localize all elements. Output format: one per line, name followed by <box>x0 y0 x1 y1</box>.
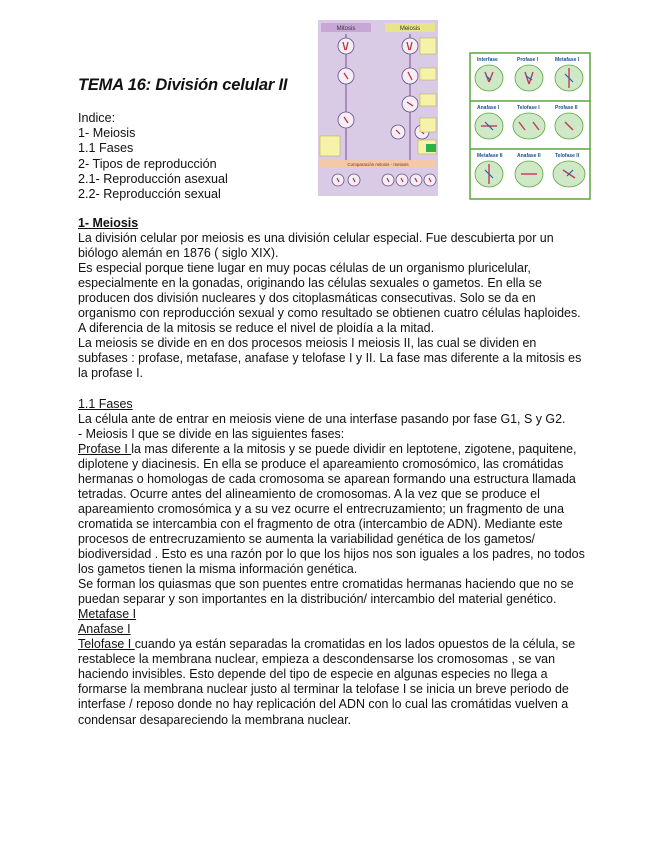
phase-label: Anafase I <box>477 105 500 111</box>
term-telofase: Telofase I <box>78 637 135 652</box>
index-item: 2.1- Reproducción asexual <box>78 171 228 186</box>
paragraph-telofase <box>78 637 586 727</box>
index-item: 2- Tipos de reproducción <box>78 156 217 171</box>
meiosis-phases-diagram <box>469 52 591 200</box>
phase-label: Anafase II <box>517 153 541 159</box>
section-heading-fases: 1.1 Fases <box>78 396 133 411</box>
index-heading: Indice: <box>78 111 116 125</box>
section-heading-meiosis: 1- Meiosis <box>78 216 139 230</box>
index-list <box>78 111 228 202</box>
paragraph: La división celular por meiosis es una división celular especial. Fue descubierta por un biólogo alemán en 1876 ( siglo XIX). <box>78 231 554 261</box>
diagram-col-right: Meiosis <box>399 26 421 32</box>
telofase-text: cuando ya están separadas la cromatidas en los lados opuestos de la célula, se restablece la membrana nuclear, empieza a descondensarse los cromosomas , se van haciendo invisibles. Esto depende del tipo de especie en algunas especies no llega a formarse la membrana nuclear justo al terminar la telofase I se inicia un breve periodo de interfase / reposo donde no hay replicación del ADN con lo cual las cromátidas vuelven a condensar desapareciendo la membrana nuclear. <box>78 637 576 727</box>
page-title: TEMA 16: División celular II <box>78 76 288 94</box>
mitosis-meiosis-diagram <box>318 20 438 196</box>
phase-label: Profase I <box>517 57 539 63</box>
paragraph-profase <box>78 442 586 577</box>
phase-label: Telofase I <box>517 105 540 111</box>
index-item: 1- Meiosis <box>78 126 136 141</box>
phase-label: Metafase I <box>555 57 580 63</box>
diagram-col-left: Mitosis <box>336 26 356 32</box>
paragraph: La célula ante de entrar en meiosis viene de una interfase pasando por fase G1, S y G2. <box>78 411 566 426</box>
paragraph: Es especial porque tiene lugar en muy pocas células de un organismo pluricelular, especialmente en la gonadas, originando las células sexuales o gametos. En ella se producen dos división nucleares y dos citoplasmáticas consecutivas. Solo se da en organismo con reproducción sexual y como resultado se obtienen cuatro células haploides. A diferencia de la mitosis se reduce el nivel de ploidía a la mitad. <box>78 261 581 336</box>
phase-label: Telofase II <box>555 153 580 159</box>
paragraph: - Meiosis I que se divide en las siguientes fases: <box>78 426 345 441</box>
phase-label: Interfase <box>477 57 498 63</box>
index-item: 1.1 Fases <box>78 141 134 156</box>
paragraph: La meiosis se divide en en dos procesos meiosis I meiosis II, las cual se dividen en subfases : profase, metafase, anafase y telofase I y II. La fase mas diferente a la mitosis es la profase I. <box>78 336 582 381</box>
term-anafase: Anafase I <box>78 622 131 637</box>
index-item: 2.2- Reproducción sexual <box>78 187 221 202</box>
profase-text: la mas diferente a la mitosis y se puede dividir en leptotene, zigotene, paquitene, diplotene y diacinesis. En ella se produce el apareamiento cromosómico, las cromátidas hermanas o homologas de cada cromosoma se aparean formando una estructura llamada tetradas. Ocurre antes del alineamiento de cromosomas. A la vez que se produce el apareamiento cromosómica y a su vez ocurre el entrecruzamiento; un fragmento de una cromatida se intercambia con el fragmento de otra (intercambio de ADN). Mediante este procesos de entrecruzamiento se aumenta la variabilidad genética de los gametos/ biodiversidad . Esto es una razón por lo que los hijos nos son iguales a los padres, no todos los gametos tienen la misma información genética. <box>78 441 585 577</box>
diagram-caption: Comparación mitosis - meiosis <box>347 162 409 167</box>
phase-label: Metafase II <box>477 153 503 159</box>
term-profase: Profase I <box>78 441 132 456</box>
phase-label: Profase II <box>555 105 578 111</box>
paragraph: Se forman los quiasmas que son puentes entre cromatidas hermanas haciendo que no se puedan separar y son importantes en la distribución/ intercambio del material genético. <box>78 577 574 607</box>
term-metafase: Metafase I <box>78 607 137 622</box>
document-body <box>78 216 586 728</box>
